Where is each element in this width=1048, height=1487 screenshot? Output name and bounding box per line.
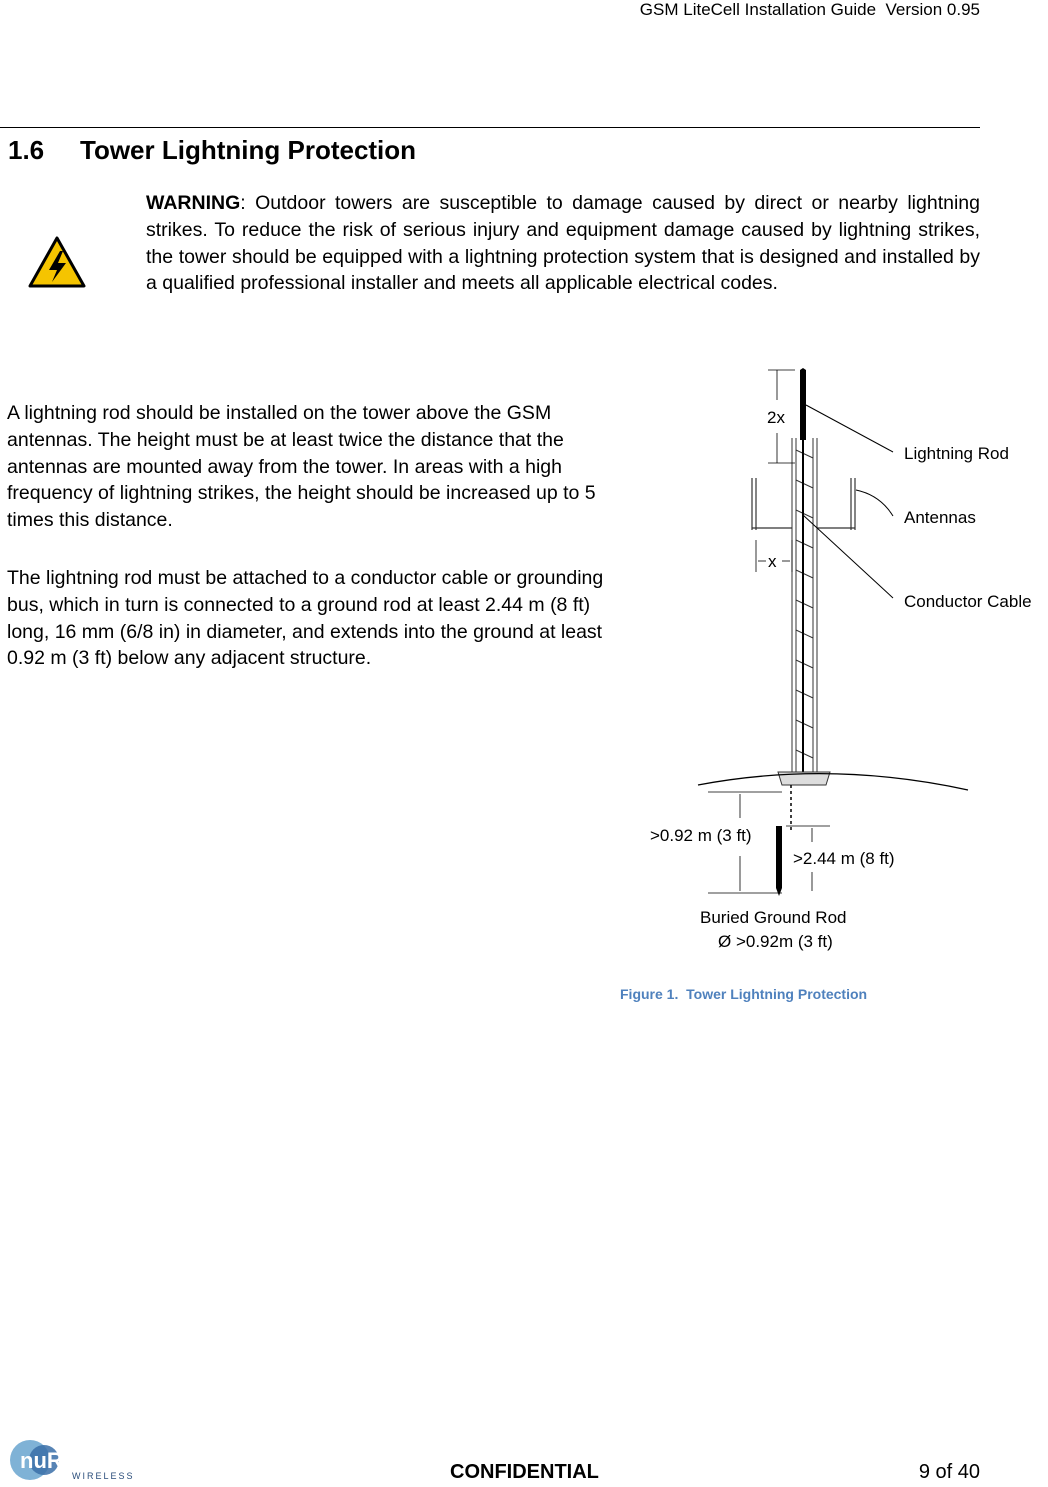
electrical-hazard-icon <box>27 235 87 289</box>
lightning-rod <box>800 368 806 440</box>
antenna-right <box>817 478 855 530</box>
tower-structure <box>792 438 817 772</box>
logo-sub: WIRELESS <box>72 1471 135 1481</box>
warning-notice <box>146 190 980 297</box>
label-antennas: Antennas <box>904 508 976 527</box>
confidential-label: CONFIDENTIAL <box>450 1461 599 1483</box>
section-number: 1.6 <box>8 135 45 165</box>
nuran-wireless-logo <box>8 1434 153 1486</box>
label-buried-rod: Buried Ground Rod <box>700 908 847 927</box>
logo-word: nuRAN <box>20 1448 95 1473</box>
antenna-left <box>752 478 792 530</box>
guide-title: GSM LiteCell Installation Guide <box>639 0 877 19</box>
buried-ground-rod <box>776 826 782 896</box>
version-label: Version 0.95 <box>885 0 980 19</box>
label-x: x <box>768 552 777 571</box>
label-depth: >0.92 m (3 ft) <box>650 826 752 845</box>
grounding-paragraph: The lightning rod must be attached to a conductor cable or grounding bus, which in turn is connected to a ground rod at least 2.44 m (8 ft) long, 16 mm (6/8 in) in diameter, and extends into the ground at least 0.92 m (3 ft) below any adjacent structure. <box>7 567 604 670</box>
caption-title: Tower Lightning Protection <box>686 986 868 1002</box>
header-rule <box>0 127 980 128</box>
label-2x: 2x <box>767 408 785 427</box>
page-number: 9 of 40 <box>918 1461 980 1483</box>
label-lightning-rod: Lightning Rod <box>904 444 1009 463</box>
caption-number: Figure 1. <box>620 986 679 1002</box>
ground-surface <box>698 774 968 790</box>
section-title: Tower Lightning Protection <box>80 135 417 165</box>
section-heading <box>8 133 416 167</box>
page-header <box>520 0 980 20</box>
lightning-rod-paragraph: A lightning rod should be installed on the tower above the GSM antennas. The height must be at least twice the distance that the antennas are mounted away from the tower. In areas with a high frequency of lightning strikes, the height should be increased up to 5 times this distance. <box>7 402 596 532</box>
figure-caption <box>620 986 867 1002</box>
warning-text: : Outdoor towers are susceptible to damage caused by direct or nearby lightning strikes. To reduce the risk of serious injury and equipment damage caused by lightning strikes, the tower should be equipped with a lightning protection system that is designed and installed by a qualified professional installer and meets all applicable electrical codes. <box>146 192 980 295</box>
tower-lightning-diagram <box>620 362 1048 962</box>
warning-label: WARNING <box>146 192 241 214</box>
label-conductor-cable: Conductor Cable <box>904 592 1032 611</box>
label-rod-diameter: Ø >0.92m (3 ft) <box>718 932 833 951</box>
label-rod-length: >2.44 m (8 ft) <box>793 849 895 868</box>
